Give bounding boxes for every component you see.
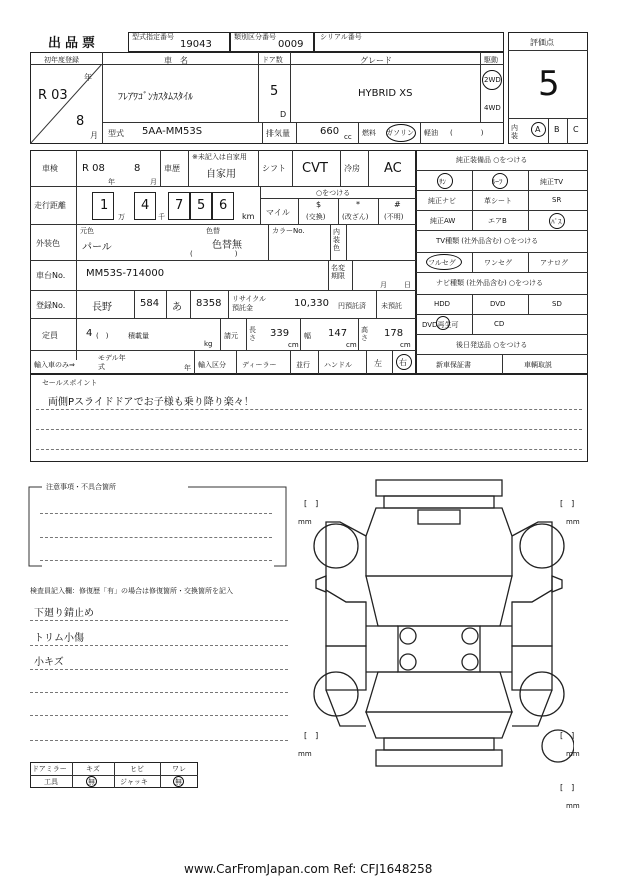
mileage-km: km <box>242 212 255 221</box>
mileage-mile: マイル <box>266 208 290 217</box>
type-no-value: 19043 <box>180 39 212 50</box>
interior-c: C <box>573 125 579 134</box>
registration-class: 584 <box>140 298 160 309</box>
recycle-value: 10,330 <box>294 298 329 309</box>
footer-watermark: www.CarFromJapan.com Ref: CFJ1648258 <box>184 862 433 876</box>
type-no-label: 型式指定番号 <box>132 33 174 41</box>
name-change-day: 日 <box>404 281 411 289</box>
mileage-man: 万 <box>118 213 125 221</box>
fuel-value: ガソリン <box>386 129 414 137</box>
handle-right: 右 <box>399 358 407 367</box>
first-reg-era-year: R 03 <box>38 88 68 103</box>
navi2-2: CD <box>494 320 505 328</box>
notes-label: 注意事項・不具合箇所 <box>46 483 116 491</box>
import-class-label: 輸入区分 <box>198 361 226 369</box>
name-change-label: 名変期限 <box>331 264 345 280</box>
shaken-month-unit: 月 <box>150 178 157 186</box>
tv-1: フルセグ <box>428 259 456 267</box>
score-label: 評価点 <box>530 38 554 47</box>
color-code-label: 色替 <box>206 227 220 235</box>
mileage-exchange: (交換) <box>306 213 326 221</box>
model-year-unit: 年 <box>184 364 191 372</box>
shaken-year: R 08 <box>82 163 105 174</box>
sales-point-label: セールスポイント <box>42 379 98 387</box>
equip-row1-1: ｻﾝ <box>439 178 446 186</box>
mileage-exchange-sym: $ <box>316 200 322 209</box>
grade-label: グレード <box>360 56 392 65</box>
tire-fl-mm: mm <box>298 518 312 526</box>
shift-label: シフト <box>262 164 286 173</box>
mileage-digit-4: 5 <box>197 198 206 213</box>
note-item-3: 小キズ <box>34 657 64 668</box>
oil-paren: ( ) <box>450 129 484 137</box>
equip-row1-3: 純正TV <box>540 178 564 186</box>
equip-row3-2: エアB <box>488 217 507 225</box>
interior-label: 内装 <box>511 124 518 140</box>
tire-spare-bracket: [ ] <box>560 783 575 792</box>
mileage-altered: (改ざん) <box>342 213 369 221</box>
displacement-label: 排気量 <box>266 129 290 138</box>
load-kg: kg <box>204 340 213 348</box>
sales-point-text: 両側Pスライドドアでお子様も乗り降り楽々！ <box>48 397 254 408</box>
recycle-label: リサイクル預託金 <box>232 295 267 312</box>
tire-spare-mm: mm <box>566 802 580 810</box>
handle-left: 左 <box>374 359 382 368</box>
tire-fr-bracket: [ ] <box>560 499 575 508</box>
interior-a: A <box>535 125 541 134</box>
color-no-label: カラーNo. <box>272 227 305 235</box>
mileage-unknown: (不明) <box>384 213 404 221</box>
mileage-sen: 千 <box>158 213 165 221</box>
equip-row2-2: 革シート <box>484 197 512 205</box>
length-label: 長さ <box>249 326 256 342</box>
request-label: 請元 <box>224 332 238 340</box>
legend-mirror: ドアミラー <box>32 765 67 773</box>
navi-title: ナビ種類 (社外品含む) ○をつける <box>436 279 544 287</box>
equip-row2-1: 純正ナビ <box>428 197 456 205</box>
fuel-label: 燃料 <box>362 129 376 137</box>
mileage-digit-3: 7 <box>175 198 184 213</box>
grade-value: HYBRID XS <box>358 88 413 99</box>
legend-crack: ヒビ <box>130 765 144 773</box>
width-value: 147 <box>328 328 348 339</box>
name-change-month: 月 <box>380 281 387 289</box>
history-note: ※未記入は自家用 <box>192 153 247 161</box>
capacity-paren: ( ) <box>96 332 109 340</box>
color-paren: ( ) <box>190 250 238 258</box>
navi-2: DVD <box>490 300 506 308</box>
first-reg-month-unit: 月 <box>90 131 98 140</box>
color-original-label: 元色 <box>80 227 94 235</box>
registration-number: 8358 <box>196 298 222 309</box>
note-item-1: 下廻り錆止め <box>34 608 94 619</box>
width-cm: cm <box>346 341 357 349</box>
displacement-value: 660 <box>320 126 340 137</box>
legend-jack-none: 無 <box>175 778 182 786</box>
registration-region: 長野 <box>92 302 112 313</box>
cooling-value: AC <box>384 161 402 176</box>
tire-rr-mm: mm <box>566 750 580 758</box>
tv-2: ワンセグ <box>484 259 512 267</box>
length-value: 339 <box>270 328 290 339</box>
mileage-unknown-sym: # <box>394 200 401 209</box>
equip-row1-2: ﾙｰﾌ <box>492 178 503 186</box>
notes-bracket <box>28 486 288 568</box>
class-no-label: 類別区分番号 <box>234 33 276 41</box>
chassis-label: 車台No. <box>36 271 66 280</box>
inspector-note: 検査員記入欄：修復歴「有」の場合は修復箇所・交換箇所を記入 <box>30 587 233 595</box>
doors-label: ドア数 <box>262 56 283 64</box>
class-no-value: 0009 <box>278 39 304 50</box>
first-reg-month: 8 <box>76 114 85 129</box>
history-value: 自家用 <box>206 169 236 180</box>
mileage-digit-1: 1 <box>100 198 109 213</box>
color-changed: 色替無 <box>212 240 242 251</box>
length-cm: cm <box>288 341 299 349</box>
tv-title: TV種類 (社外品含む) ○をつける <box>436 237 539 245</box>
navi-3: SD <box>552 300 562 308</box>
mileage-digit-2: 4 <box>141 198 150 213</box>
legend-jack: ジャッキ <box>120 778 148 786</box>
doors-value: 5 <box>270 84 279 99</box>
first-reg-year-unit: 年 <box>84 73 92 82</box>
height-cm: cm <box>400 341 411 349</box>
equip-row2-3: SR <box>552 196 562 204</box>
shift-value: CVT <box>302 161 328 176</box>
displacement-unit: cc <box>344 133 352 141</box>
mileage-digit-5: 6 <box>219 198 228 213</box>
legend-break: ワレ <box>172 765 186 773</box>
width-label: 幅 <box>304 332 311 340</box>
chassis-value: MM53S-714000 <box>86 268 165 279</box>
tire-rl-bracket: [ ] <box>304 731 319 740</box>
registration-label: 登録No. <box>36 301 66 310</box>
tire-fl-bracket: [ ] <box>304 499 319 508</box>
navi2-1: DVD再生可 <box>422 321 459 329</box>
drive-2wd: 2WD <box>484 76 501 84</box>
later-2: 車輌取説 <box>524 361 552 369</box>
doors-suffix: D <box>280 110 287 119</box>
cooling-label: 冷房 <box>344 164 360 173</box>
later-title: 後日発送品 ○をつける <box>456 341 528 349</box>
import-label: 輸入車のみ⇒ <box>34 361 75 369</box>
serial-label: シリアル番号 <box>320 33 362 41</box>
car-damage-diagram <box>306 476 574 776</box>
history-label: 車歴 <box>164 164 180 173</box>
registration-kana: あ <box>172 302 182 313</box>
equip-row3-3: ﾊﾟｽ <box>551 218 562 226</box>
car-name-label: 車 名 <box>164 56 188 65</box>
interior-color-label: 内装色 <box>333 228 340 252</box>
drive-label: 駆動 <box>484 56 498 64</box>
recycle-unpaid: 未預託 <box>381 302 402 310</box>
car-name-value: ﾌﾚｱﾜｺﾞﾝｶｽﾀﾑｽﾀｲﾙ <box>118 92 193 103</box>
model-label: 型式 <box>108 129 124 138</box>
oil-label: 軽油 <box>424 129 438 137</box>
mileage-altered-sym: * <box>356 200 360 209</box>
capacity-value: 4 <box>86 328 93 339</box>
later-1: 新車保証書 <box>436 361 471 369</box>
first-reg-label: 初年度登録 <box>44 56 79 64</box>
shaken-month: 8 <box>134 163 141 174</box>
color-label: 外装色 <box>36 239 60 248</box>
tv-3: アナログ <box>540 259 568 267</box>
legend-scratch: キズ <box>86 765 100 773</box>
interior-b: B <box>554 125 560 134</box>
height-value: 178 <box>384 328 404 339</box>
tire-rr-bracket: [ ] <box>560 731 575 740</box>
legend-tools: 工具 <box>44 778 58 786</box>
handle-label: ハンドル <box>324 361 352 369</box>
recycle-suffix: 円預託済 <box>338 302 366 310</box>
height-label: 高さ <box>361 326 368 342</box>
equip-row3-1: 純正AW <box>430 217 456 225</box>
import-dealer: ディーラー <box>242 361 277 369</box>
equipment-title: 純正装備品 ○をつける <box>456 156 528 164</box>
shaken-label: 車検 <box>42 164 58 173</box>
tire-fr-mm: mm <box>566 518 580 526</box>
load-label: 積載量 <box>128 332 149 340</box>
navi-1: HDD <box>434 300 451 308</box>
color-original: パール <box>82 242 112 253</box>
note-item-2: トリム小傷 <box>34 633 84 644</box>
mileage-label: 走行距離 <box>34 201 66 210</box>
capacity-label: 定員 <box>42 331 58 340</box>
tire-rl-mm: mm <box>298 750 312 758</box>
legend-tools-none: 無 <box>88 778 95 786</box>
score-value: 5 <box>538 64 560 104</box>
model-year-label: モデル年式 <box>98 354 126 371</box>
form-title: 出品票 <box>48 36 100 51</box>
drive-4wd: 4WD <box>484 104 501 112</box>
model-value: 5AA-MM53S <box>142 126 203 137</box>
mileage-circle-note: ○をつける <box>316 189 351 197</box>
import-parallel: 並行 <box>296 361 310 369</box>
shaken-year-unit: 年 <box>108 178 115 186</box>
